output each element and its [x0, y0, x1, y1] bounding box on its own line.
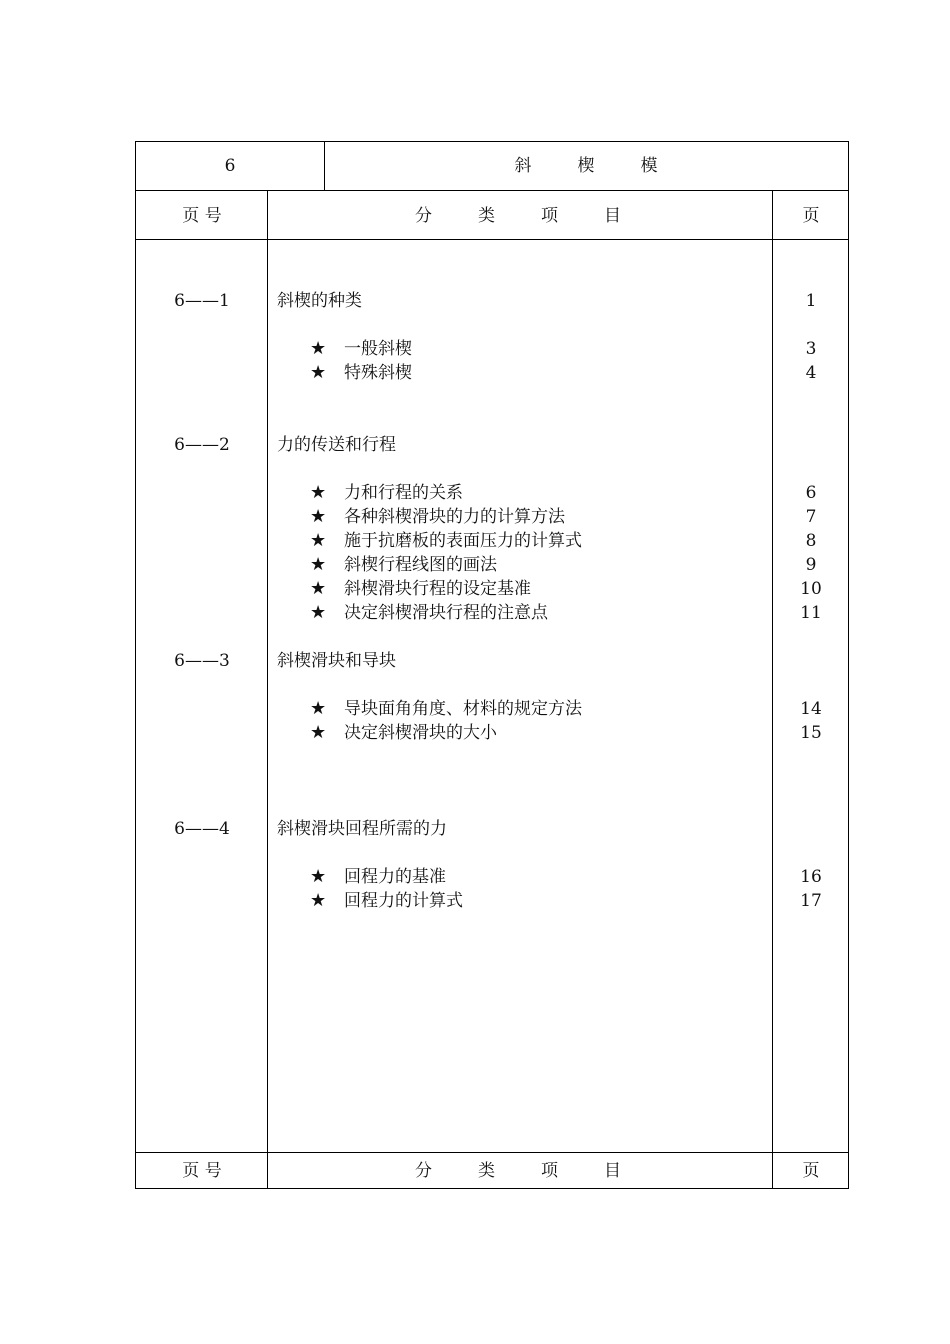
star-icon: ★: [310, 554, 327, 575]
page-column-divider: [772, 190, 773, 1188]
star-icon: ★: [310, 338, 327, 359]
item-label: 决定斜楔滑块行程的注意点: [344, 603, 548, 623]
title-row-divider: [136, 190, 848, 191]
item-page: 11: [800, 603, 822, 623]
star-icon: ★: [310, 866, 327, 887]
chapter-title: 斜 楔 模: [514, 156, 662, 176]
item-label: 一般斜楔: [344, 339, 412, 359]
section-code: 6——4: [174, 819, 230, 839]
star-icon: ★: [310, 506, 327, 527]
header-row-divider: [136, 239, 848, 240]
chapter-number: 6: [224, 156, 236, 176]
footer-row-divider: [136, 1152, 848, 1153]
section-code: 6——3: [174, 651, 230, 671]
section-title: 斜楔的种类: [277, 291, 362, 311]
star-icon: ★: [310, 482, 327, 503]
item-label: 回程力的基准: [344, 867, 446, 887]
item-page: 17: [800, 891, 822, 911]
header-page: 页: [802, 206, 820, 226]
star-icon: ★: [310, 698, 327, 719]
code-column-divider: [267, 190, 268, 1188]
footer-code: 页 号: [182, 1161, 222, 1181]
item-label: 导块面角角度、材料的规定方法: [344, 699, 582, 719]
item-label: 施于抗磨板的表面压力的计算式: [344, 531, 582, 551]
section-title: 斜楔滑块和导块: [277, 651, 396, 671]
item-page: 10: [800, 579, 822, 599]
section-page: 1: [805, 291, 817, 311]
footer-page: 页: [802, 1161, 820, 1181]
item-label: 决定斜楔滑块的大小: [344, 723, 497, 743]
header-code: 页 号: [182, 206, 222, 226]
footer-category: 分 类 项 目: [415, 1161, 625, 1181]
item-label: 各种斜楔滑块的力的计算方法: [344, 507, 565, 527]
section-title: 斜楔滑块回程所需的力: [277, 819, 447, 839]
title-column-divider: [324, 142, 325, 190]
item-page: 3: [805, 339, 817, 359]
item-page: 14: [800, 699, 822, 719]
star-icon: ★: [310, 890, 327, 911]
section-code: 6——2: [174, 435, 230, 455]
item-page: 9: [805, 555, 817, 575]
star-icon: ★: [310, 530, 327, 551]
item-label: 回程力的计算式: [344, 891, 463, 911]
item-label: 特殊斜楔: [344, 363, 412, 383]
header-category: 分 类 项 目: [415, 206, 625, 226]
section-title: 力的传送和行程: [277, 435, 396, 455]
item-label: 斜楔行程线图的画法: [344, 555, 497, 575]
section-code: 6——1: [174, 291, 230, 311]
item-label: 斜楔滑块行程的设定基准: [344, 579, 531, 599]
toc-table: [135, 141, 849, 1189]
star-icon: ★: [310, 602, 327, 623]
item-page: 7: [805, 507, 817, 527]
star-icon: ★: [310, 578, 327, 599]
item-label: 力和行程的关系: [344, 483, 463, 503]
item-page: 16: [800, 867, 822, 887]
star-icon: ★: [310, 362, 327, 383]
star-icon: ★: [310, 722, 327, 743]
item-page: 8: [805, 531, 817, 551]
item-page: 15: [800, 723, 822, 743]
item-page: 6: [805, 483, 817, 503]
item-page: 4: [805, 363, 817, 383]
